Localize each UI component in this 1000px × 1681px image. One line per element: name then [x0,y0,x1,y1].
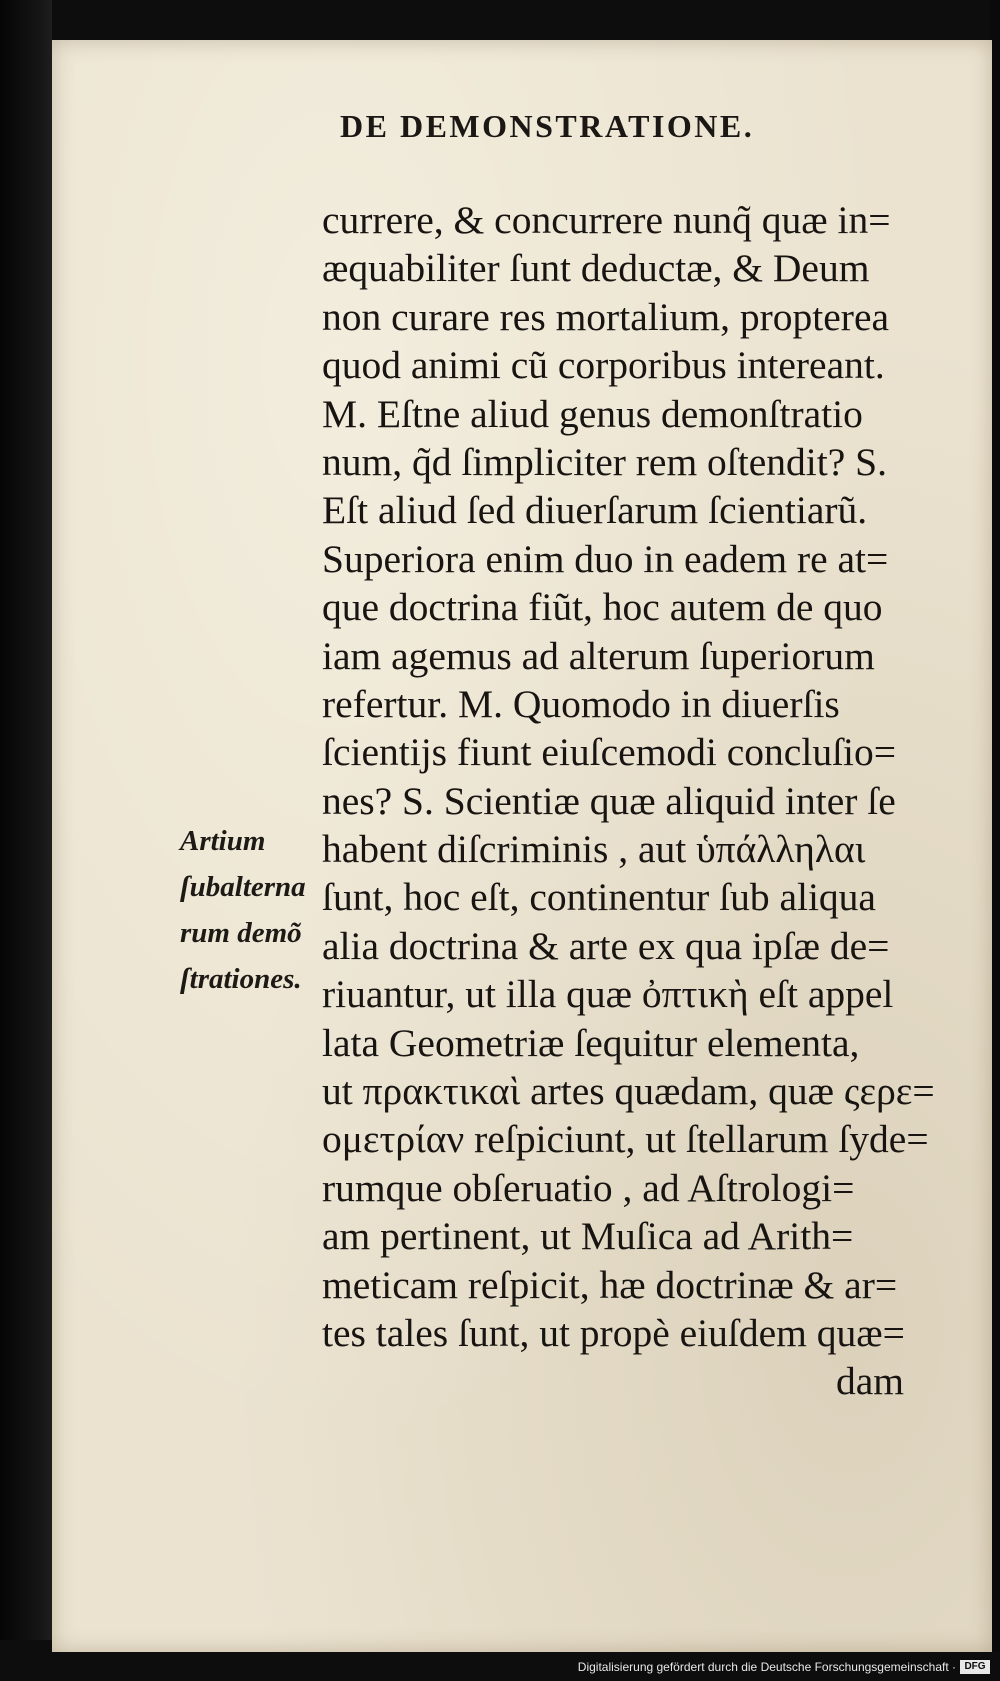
text-line: tes tales ſunt, ut propè eiuſdem quæ= [322,1310,905,1355]
text-line: dam [835,1359,904,1404]
text-line: habent diſcriminis , aut ὑπάλληλαι [322,827,866,872]
text-line: currere, & concurrere nunq̃ quæ in= [322,198,891,242]
text-line: que doctrina fiũt, hoc autem de quo [322,585,883,630]
text-line: Eſt aliud ſed diuerſarum ſcientiarũ. [322,488,868,533]
text-line: ομετρίαν reſpiciunt, ut ſtellarum ſyde= [322,1117,929,1162]
running-header: DE DEMONSTRATIONE. [340,108,755,144]
body-text [322,196,982,1406]
text-line: meticam reſpicit, hæ doctrinæ & ar= [322,1262,898,1307]
text-line: non curare res mortalium, propterea [322,294,890,339]
dfg-logo: DFG [960,1660,990,1674]
text-line: riuantur, ut illa quæ ὀπτικὴ eſt appel [322,972,894,1017]
text-line: M. Eſtne aliud genus demonſtratio [322,391,863,436]
marginal-note [180,818,340,1002]
marginal-note-line: rum demõ [180,917,302,949]
marginal-note-line: Artium [180,825,266,857]
marginal-note-line: ſubalterna [180,871,306,903]
text-line: refertur. M. Quomodo in diuerſis [322,681,840,726]
text-line: am pertinent, ut Muſica ad Arith= [322,1214,854,1259]
book-binding-edge [0,0,52,1640]
text-line: ſunt, hoc eſt, continentur ſub aliqua [322,875,876,920]
digitization-credit: Digitalisierung gefördert durch die Deutsche Forschungsgemeinschaft · [577,1660,956,1674]
text-line: rumque obſeruatio , ad Aſtrologi= [322,1165,855,1210]
text-line: alia doctrina & arte ex qua ipſæ de= [322,923,890,968]
marginal-note-line: ſtrationes. [180,963,302,995]
text-line: iam agemus ad alterum ſuperiorum [322,633,875,678]
text-line: æquabiliter ſunt deductæ, & Deum [322,246,870,291]
text-line: Superiora enim duo in eadem re at= [322,536,889,581]
text-line: ut πρακτικαὶ artes quædam, quæ ςερε= [322,1069,935,1114]
text-line: lata Geometriæ ſequitur elementa, [322,1020,860,1065]
text-line: nes? S. Scientiæ quæ aliquid inter ſe [322,778,896,823]
text-line: num, q̃d ſimpliciter rem oſtendit? S. [322,439,887,484]
text-line: ſcientijs fiunt eiuſcemodi concluſio= [322,730,897,775]
text-line: quod animi cũ corporibus intereant. [322,343,885,388]
